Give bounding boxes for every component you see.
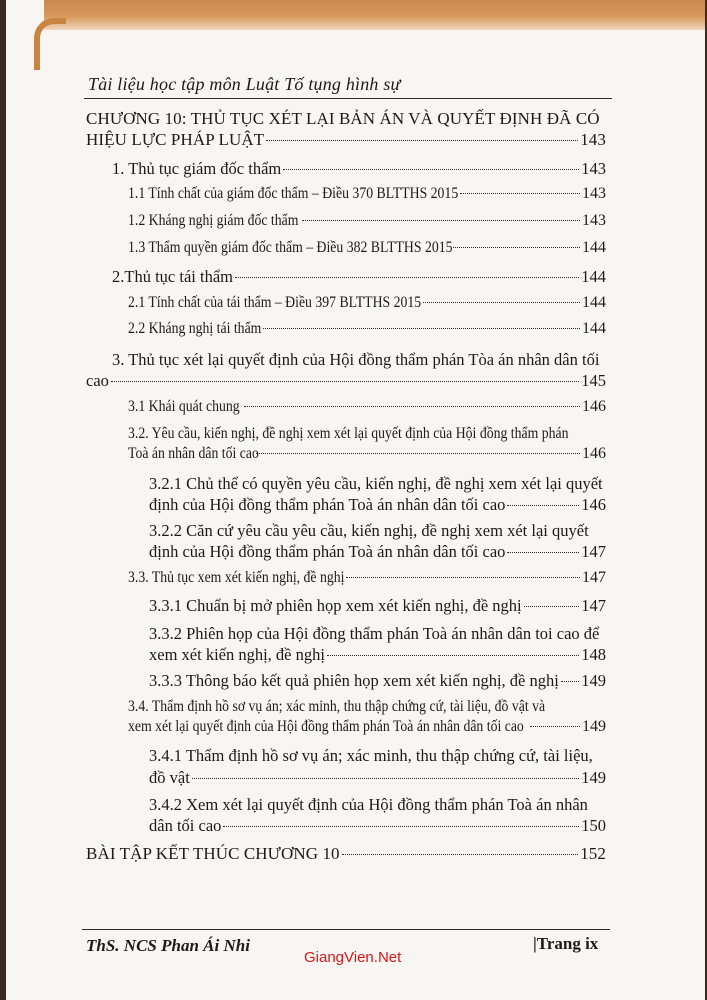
page-number: 146 (581, 495, 606, 514)
toc-entry-title-line1: 3.2. Yêu cầu, kiến nghị, đề nghị xem xét lại quyết định của Hội đồng thẩm phán (128, 425, 569, 442)
entry-title: 2.Thủ tục tái thẩm (112, 267, 233, 286)
page-number: 145 (581, 371, 606, 390)
dot-leader (235, 277, 579, 278)
dot-leader (256, 453, 580, 454)
page-number: 149 (581, 768, 606, 787)
dot-leader (283, 169, 579, 170)
toc-entry[interactable] (86, 844, 606, 864)
dot-leader (346, 577, 580, 578)
dot-leader (507, 505, 579, 506)
dot-leader (453, 247, 580, 248)
dot-leader (507, 552, 579, 553)
footer-author: ThS. NCS Phan Ái Nhi (86, 936, 250, 955)
dot-leader (302, 220, 580, 221)
document-page (6, 0, 705, 1000)
toc-entry[interactable] (128, 294, 606, 312)
toc-entry[interactable] (149, 671, 606, 691)
page-number: 147 (581, 542, 606, 561)
page-number: 149 (582, 718, 606, 735)
dot-leader (263, 328, 580, 329)
footer-page-number: |Trang ix (533, 934, 599, 953)
page-number: 147 (582, 569, 606, 586)
watermark: GiangVien.Net (304, 949, 402, 966)
page-number: 143 (582, 212, 606, 229)
page-number: 144 (582, 239, 606, 256)
toc-entry[interactable] (128, 398, 606, 416)
toc-entry[interactable] (128, 212, 606, 230)
entry-title: 3.3. Thủ tục xem xét kiến nghị, đề nghị (128, 569, 345, 586)
dot-leader (423, 302, 580, 303)
toc-chapter-title-line2: HIỆU LỰC PHÁP LUẬT (86, 130, 265, 149)
toc-entry[interactable] (128, 569, 606, 587)
toc-entry[interactable] (149, 645, 606, 665)
page-number: 148 (581, 645, 606, 664)
toc-entry[interactable] (149, 495, 606, 515)
toc-entry[interactable] (128, 718, 606, 736)
toc-entry[interactable] (86, 371, 606, 391)
page-number: 144 (582, 294, 606, 311)
entry-title-line2: cao (86, 371, 109, 390)
page-number: 146 (582, 445, 606, 462)
toc-entry[interactable] (149, 768, 606, 788)
entry-title-line2: định của Hội đồng thẩm phán Toà án nhân dân tối cao (149, 495, 506, 514)
dot-leader (342, 854, 579, 855)
entry-title: 3.3.1 Chuẩn bị mở phiên họp xem xét kiến nghị, đề nghị (149, 596, 522, 615)
toc-entry[interactable] (149, 816, 606, 836)
entry-title: 2.2 Kháng nghị tái thẩm (128, 320, 262, 337)
toc-entry-title-line1: 3.2.1 Chủ thể có quyền yêu cầu, kiến nghị, đề nghị xem xét lại quyết (149, 474, 603, 493)
dot-leader (192, 778, 579, 779)
dot-leader (530, 726, 580, 727)
page-number: 150 (581, 816, 606, 835)
toc-entry[interactable] (149, 542, 606, 562)
page-number: 146 (582, 398, 606, 415)
entry-title: 1. Thủ tục giám đốc thẩm (112, 159, 282, 178)
dot-leader (460, 193, 580, 194)
toc-entry[interactable] (149, 596, 606, 616)
entry-title-line2: xem xét lại quyết định của Hội đồng thẩm phán Toà án nhân dân tối cao (128, 718, 524, 735)
toc-entry-chapter[interactable] (86, 130, 606, 150)
entry-title-line2: xem xét kiến nghị, đề nghị (149, 645, 325, 664)
page-number: 149 (581, 671, 606, 690)
toc-entry-title-line1: 3.3.2 Phiên họp của Hội đồng thẩm phán Toà án nhân dân toi cao để (149, 624, 600, 643)
page-number: 144 (582, 320, 606, 337)
entry-title: 1.2 Kháng nghị giám đốc thẩm (128, 212, 299, 229)
page-number: 143 (580, 130, 606, 149)
toc-entry-title-line1: 3. Thủ tục xét lại quyết định của Hội đồng thẩm phán Tòa án nhân dân tối (112, 350, 600, 369)
dot-leader (111, 381, 579, 382)
entry-title-line2: Toà án nhân dân tối cao (128, 445, 259, 462)
toc-entry[interactable] (128, 239, 606, 257)
entry-title: 3.3.3 Thông báo kết quả phiên họp xem xét kiến nghị, đề nghị (149, 671, 559, 690)
page-number: 143 (582, 185, 606, 202)
toc-entry[interactable] (128, 320, 606, 338)
toc-entry[interactable] (128, 185, 606, 203)
entry-title-line2: dân tối cao (149, 816, 222, 835)
toc-entry[interactable] (112, 159, 606, 179)
entry-title: 2.1 Tính chất của tái thẩm – Điều 397 BLTTHS 2015 (128, 294, 422, 311)
toc-chapter-title-line1: CHƯƠNG 10: THỦ TỤC XÉT LẠI BẢN ÁN VÀ QUYẾT ĐỊNH ĐÃ CÓ (86, 109, 600, 128)
dot-leader (223, 826, 579, 827)
dot-leader (244, 406, 580, 407)
running-header-title: Tài liệu học tập môn Luật Tố tụng hình sự (88, 74, 401, 94)
page-number: 143 (581, 159, 606, 178)
page-number: 152 (580, 844, 606, 863)
entry-title: 1.1 Tính chất của giám đốc thẩm – Điều 370 BLTTHS 2015 (128, 185, 459, 202)
toc-entry[interactable] (128, 445, 606, 463)
toc-entry-title-line1: 3.2.2 Căn cứ yêu cầu yêu cầu, kiến nghị, đề nghị xem xét lại quyết (149, 521, 589, 540)
toc-entry-title-line1: 3.4.2 Xem xét lại quyết định của Hội đồng thẩm phán Toà án nhân (149, 795, 588, 814)
entry-title: 1.3 Thẩm quyền giám đốc thẩm – Điều 382 BLTTHS 2015 (128, 239, 453, 256)
entry-title: 3.1 Khái quát chung (128, 398, 240, 415)
entry-title-line2: định của Hội đồng thẩm phán Toà án nhân dân tối cao (149, 542, 506, 561)
page-number: 147 (581, 596, 606, 615)
footer-divider (82, 929, 610, 930)
toc-entry-title-line1: 3.4.1 Thẩm định hồ sơ vụ án; xác minh, thu thập chứng cứ, tài liệu, (149, 746, 593, 765)
toc-entry[interactable] (112, 267, 606, 287)
table-of-contents (6, 0, 705, 1000)
toc-entry-title-line1: 3.4. Thẩm định hồ sơ vụ án; xác minh, thu thập chứng cứ, tài liệu, đồ vật và (128, 698, 546, 715)
dot-leader (266, 140, 578, 141)
entry-title: BÀI TẬP KẾT THÚC CHƯƠNG 10 (86, 844, 340, 863)
page-number: 144 (581, 267, 606, 286)
entry-title-line2: đồ vật (149, 768, 190, 787)
dot-leader (561, 681, 579, 682)
dot-leader (327, 655, 579, 656)
dot-leader (524, 606, 580, 607)
